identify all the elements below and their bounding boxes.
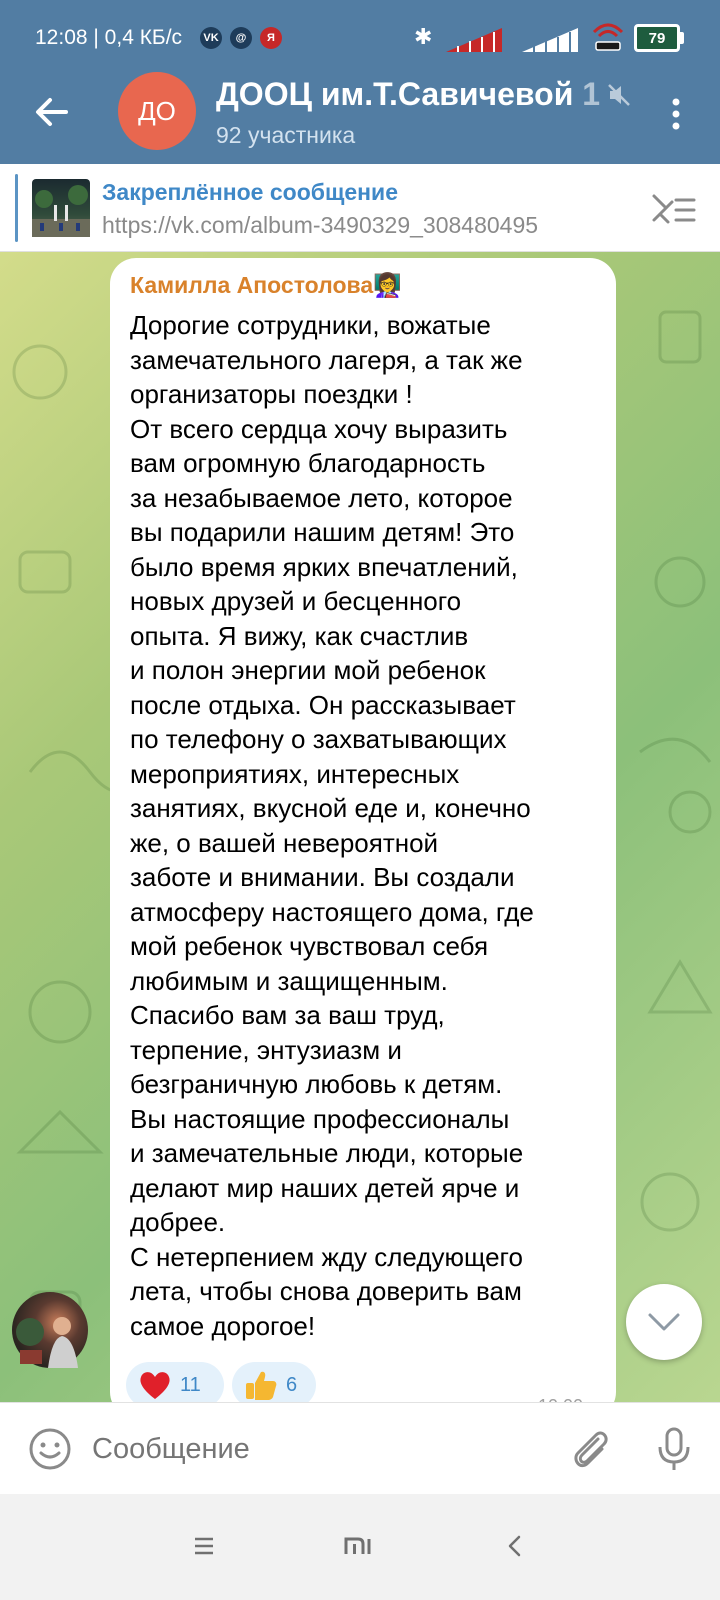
chat-header <box>0 0 720 164</box>
chat-title-text: ДООЦ им.Т.Савичевой <box>216 76 574 112</box>
sender-name[interactable]: Камилла Апостолова👩‍🏫 <box>130 272 402 298</box>
reaction-count: 11 <box>180 1373 201 1396</box>
pinned-indicator <box>15 174 18 242</box>
thumbs-up-icon <box>244 1368 278 1402</box>
members-count: 92 участника <box>216 122 356 148</box>
message-bubble[interactable] <box>110 258 616 1418</box>
more-menu-icon[interactable] <box>666 94 686 134</box>
pinned-label: Закреплённое сообщение <box>102 179 398 205</box>
menu-lines-icon <box>193 1536 215 1556</box>
vk-icon: VK <box>200 27 222 49</box>
microphone-icon[interactable] <box>654 1425 694 1473</box>
message-input-bar <box>0 1402 720 1494</box>
group-avatar[interactable] <box>118 72 196 150</box>
signal-icon <box>444 22 504 54</box>
system-navigation-bar <box>0 1494 720 1600</box>
status-time: 12:08 | 0,4 КБ/с <box>35 26 183 49</box>
battery-cap <box>680 32 684 44</box>
heart-icon <box>138 1368 172 1402</box>
pinned-list-icon[interactable] <box>650 188 698 228</box>
mi-logo-icon <box>344 1536 372 1556</box>
signal-icon <box>520 22 580 54</box>
status-bar <box>0 0 720 76</box>
reaction-count: 6 <box>286 1373 298 1396</box>
back-button[interactable] <box>492 1524 536 1568</box>
chevron-left-icon <box>506 1534 522 1558</box>
pinned-thumbnail <box>32 179 90 237</box>
app-bar <box>0 72 720 164</box>
emoji-icon[interactable] <box>28 1427 72 1471</box>
sender-avatar[interactable] <box>12 1292 88 1368</box>
yandex-icon: Я <box>260 27 282 49</box>
message-text: Дорогие сотрудники, вожатые замечательного лагеря, а так же организаторы поездки ! От всего сердца хочу выразить вам огромную благодарность за незабываемое лето, которое вы подарили нашим детям! Это было время ярких впечатлений, новых друзей и бесценного опыта. Я вижу, как счастлив и полон энергии мой ребенок после отдыха. Он рассказывает по телефону о захватывающих мероприятиях, интересных занятиях, вкусной еде и, конечно же, о вашей невероятной заботе и внимании. Вы создали атмосферу настоящего дома, где мой ребенок чувствовал себя любимым и защищенным. Спасибо вам за ваш труд, терпение, энтузиазм и безграничную любовь к детям. Вы настоящие профессионалы и замечательные люди, которые делают мир наших детей ярче и добрее. С нетерпением жду следующего лета, чтобы снова доверить вам самое дорогое! <box>130 310 534 1341</box>
hotspot-icon <box>590 20 626 54</box>
chat-title[interactable] <box>216 76 600 113</box>
pinned-message-bar[interactable] <box>0 164 720 252</box>
scroll-down-button[interactable] <box>626 1284 702 1360</box>
pinned-text: https://vk.com/album-3490329_308480495 <box>102 212 539 238</box>
chat-title-suffix: 1 <box>573 76 601 112</box>
recent-apps-button[interactable] <box>182 1524 226 1568</box>
home-button[interactable] <box>336 1524 380 1568</box>
at-icon: @ <box>230 27 252 49</box>
message-input[interactable] <box>92 1427 532 1471</box>
group-avatar-initials: ДО <box>138 95 176 126</box>
mute-icon <box>606 82 632 108</box>
attach-icon[interactable] <box>568 1425 612 1473</box>
back-arrow-icon[interactable] <box>30 90 74 134</box>
chevron-down-icon <box>647 1312 681 1332</box>
battery-level: 79 <box>648 29 666 47</box>
battery-icon <box>634 24 680 52</box>
bluetooth-icon: ✱ <box>414 24 433 49</box>
chat-area[interactable] <box>0 252 720 1402</box>
